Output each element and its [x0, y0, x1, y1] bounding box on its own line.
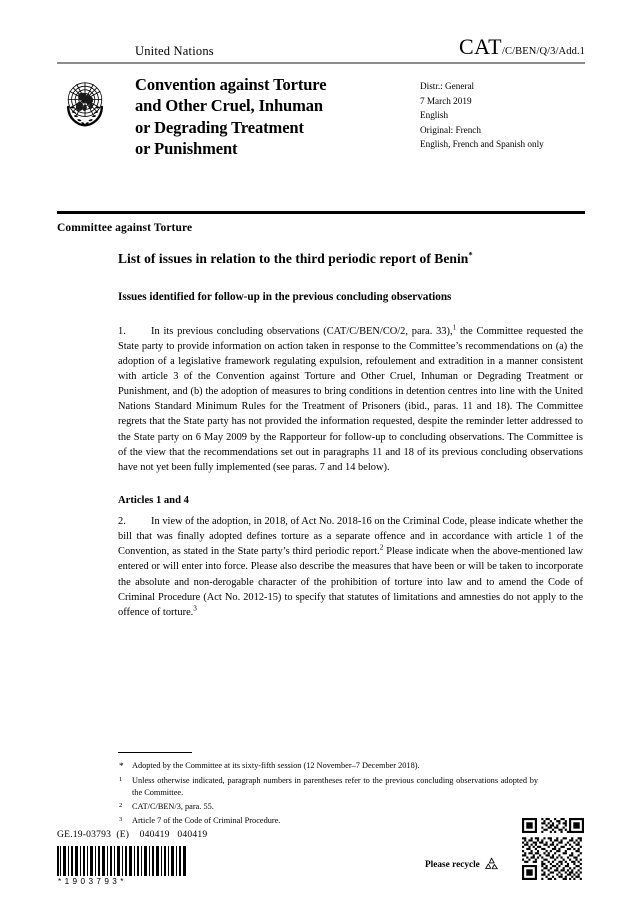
document-symbol	[459, 36, 585, 59]
masthead	[57, 33, 585, 159]
paragraph-2-footnote-marker-b: 3	[193, 604, 197, 613]
footnote-separator	[118, 752, 192, 753]
distribution-language: English	[420, 110, 449, 121]
distribution-languages-only: English, French and Spanish only	[420, 139, 544, 150]
footnote-marker: 2	[119, 802, 123, 810]
subheading: Issues identified for follow-up in the previous concluding observations	[118, 291, 452, 304]
mobius-loop-icon	[483, 856, 500, 873]
footnote-text: Article 7 of the Code of Criminal Procedure.	[132, 816, 281, 825]
convention-title	[135, 73, 420, 159]
organization-name: United Nations	[135, 43, 214, 58]
paragraph-2-text-b: Please indicate when the above-mentioned law entered or will enter into force. Please also describe the measures that have been or will be taken to incorporate the absolute and non-derogable character of the prohibition of torture into law and to amend the Code of Criminal Procedure (Act No. 2012-15) to specify that statutes of limitations and amnesties do not apply to the offence of torture.	[118, 546, 583, 618]
emblem-container	[57, 73, 135, 159]
barcode-icon	[57, 846, 187, 876]
barcode-number: *1903793*	[58, 877, 127, 886]
footnote-item	[118, 760, 538, 773]
footnote-text: Unless otherwise indicated, paragraph numbers in parentheses refer to the previous concluding observations adopted by the Committee.	[132, 776, 538, 798]
document-content	[118, 251, 583, 640]
footnote-item	[118, 815, 538, 827]
barcode	[57, 846, 187, 886]
distribution-line-1: Distr.: General	[420, 81, 475, 91]
paragraph-1-text-a: In its previous concluding observations (CAT/C/BEN/CO/2, para. 33),	[151, 325, 453, 337]
recycle-notice	[425, 856, 500, 873]
committee-name: Committee against Torture	[57, 222, 193, 234]
footnote-text: CAT/C/BEN/3, para. 55.	[132, 802, 214, 812]
footnote-text: Adopted by the Committee at its sixty-fifth session (12 November–7 December 2018).	[132, 761, 420, 771]
paragraph-2	[118, 514, 583, 620]
distribution-date: 7 March 2019	[420, 95, 472, 106]
masthead-top-row	[57, 33, 585, 59]
paragraph-2-footnote-marker-a: 2	[379, 543, 384, 552]
page-title	[118, 251, 583, 267]
recycle-label: Please recycle	[425, 859, 480, 870]
distribution-original: Original: French	[420, 124, 481, 135]
footnote-marker: 3	[119, 816, 123, 823]
section-divider	[57, 211, 585, 214]
qr-code-icon	[522, 818, 584, 880]
page-title-text: List of issues in relation to the third periodic report of Benin	[118, 251, 469, 266]
convention-title-line-1: Convention against Torture	[135, 75, 327, 94]
convention-title-line-4: or Punishment	[135, 138, 238, 158]
un-emblem-icon	[57, 75, 113, 131]
footnotes-block	[118, 752, 538, 829]
paragraph-1-text-b: the Committee requested the State party to provide information on action taken in response to the Committee’s recommendations on (a) the adoption of a legislative framework regulating expulsion, refoulement and extradition in a manner consistent with article 3 of the Convention against Torture and Other Cruel, Inhuman or Degrading Treatment or Punishment, and (b) the adoption of measures to bring conditions in detention centres into line with the United Nations Standard Minimum Rules for the Treatment of Prisoners (ibid., paras. 11 and 18). The Committee regrets that the State party has not provided the information requested, despite the reminder letter addressed to the State party on 6 May 2009 by the Rapporteur for follow-up to concluding observations. The Committee is of the view that the recommendations set out in paragraphs 11 and 18 of its previous concluding observations have not yet been fully implemented (see paras. 7 and 14 below).	[118, 325, 583, 473]
paragraph-1-footnote-marker: 1	[452, 323, 457, 332]
footnote-item	[118, 775, 538, 800]
convention-title-line-2: and Other Cruel, Inhuman	[135, 96, 324, 116]
masthead-divider	[57, 62, 585, 64]
footnote-marker: 1	[119, 776, 123, 784]
paragraph-1	[118, 324, 583, 475]
distribution-block	[420, 73, 585, 159]
title-footnote-marker: *	[468, 249, 473, 260]
footnote-marker: *	[119, 761, 124, 772]
paragraph-1-number: 1.	[118, 325, 126, 337]
convention-title-line-3: or Degrading Treatment	[135, 117, 304, 137]
section-heading-articles: Articles 1 and 4	[118, 495, 189, 507]
paragraph-2-number: 2.	[118, 516, 126, 528]
document-symbol-suffix: /C/BEN/Q/3/Add.1	[502, 46, 585, 57]
document-symbol-main: CAT	[458, 34, 503, 59]
job-number: GE.19-03793 (E) 040419 040419	[57, 829, 208, 840]
paragraph-2-text-a: In view of the adoption, in 2018, of Act No. 2018-16 on the Criminal Code, please indicate whether the bill that was finally adopted defines torture as a separate offence and in accordance with article 1 of the Convention, as stated in the State party’s third periodic report.	[118, 516, 583, 558]
footnote-item	[118, 801, 538, 813]
masthead-body	[57, 73, 585, 159]
